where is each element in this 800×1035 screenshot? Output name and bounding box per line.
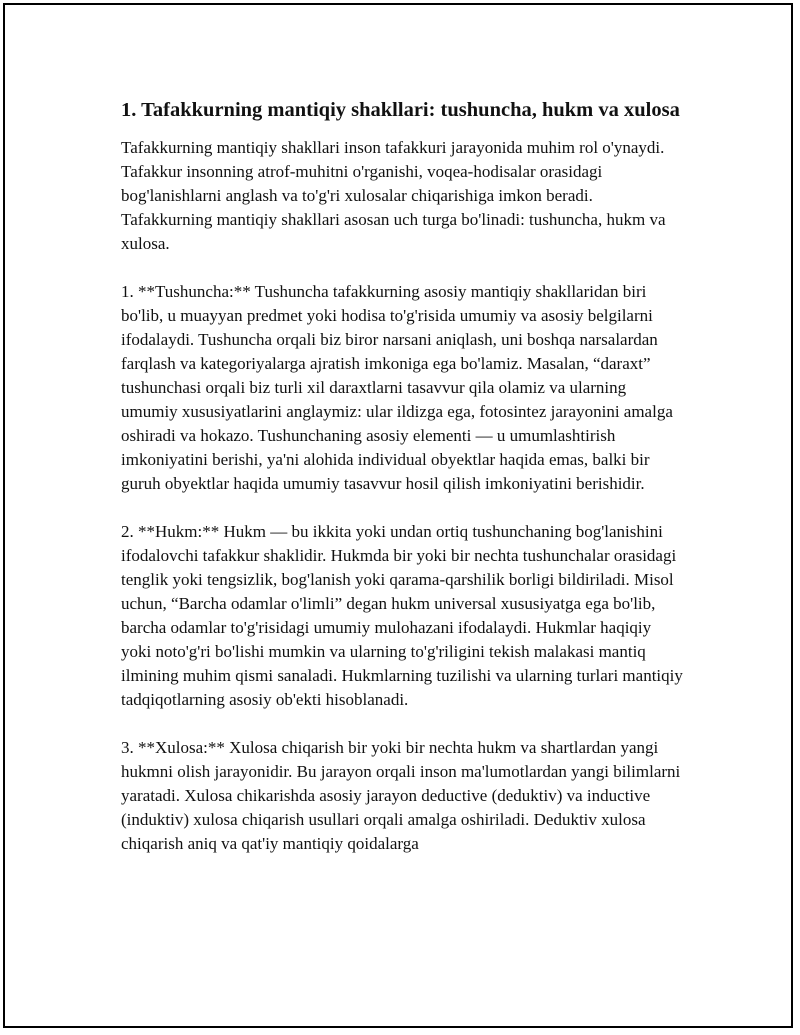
intro-paragraph: Tafakkurning mantiqiy shakllari inson tafakkuri jarayonida muhim rol o'ynaydi. Tafakkur insonning atrof-muhitni o'rganishi, voqea-hodisalar orasidagi bog'lanishlarni anglash va to'g'ri xulosalar chiqarishiga imkon beradi. Tafakkurning mantiqiy shakllari asosan uch turga bo'linadi: tushuncha, hukm va xulosa. <box>121 138 666 253</box>
document-page <box>3 3 793 1028</box>
tushuncha-paragraph: 1. **Tushuncha:** Tushuncha tafakkurning asosiy mantiqiy shakllaridan biri bo'lib, u muayyan predmet yoki hodisa to'g'risida umumiy va asosiy belgilarni ifodalaydi. Tushuncha orqali biz biror narsani aniqlash, uni boshqa narsalardan farqlash va kategoriyalarga ajratish imkoniga ega bo'lamiz. Masalan, “daraxt” tushunchasi orqali biz turli xil daraxtlarni tasavvur qila olamiz va ularning umumiy xususiyatlarini anglaymiz: ular ildizga ega, fotosintez jarayonini amalga oshiradi va hokazo. Tushunchaning asosiy elementi — u umumlashtirish imkoniyatini berishi, ya'ni alohida individual obyektlar haqida emas, balki bir guruh obyektlar haqida umumiy tasavvur hosil qilish imkoniyatini berishidir. <box>121 282 673 493</box>
xulosa-paragraph: 3. **Xulosa:** Xulosa chiqarish bir yoki bir nechta hukm va shartlardan yangi hukmni olish jarayonidir. Bu jarayon orqali inson ma'lumotlardan yangi bilimlarni yaratadi. Xulosa chikarishda asosiy jarayon deductive (deduktiv) va inductive (induktiv) xulosa chiqarish usullari orqali amalga oshiriladi. Deduktiv xulosa chiqarish aniq va qat'iy mantiqiy qoidalarga <box>121 738 681 853</box>
hukm-paragraph: 2. **Hukm:** Hukm — bu ikkita yoki undan ortiq tushunchaning bog'lanishini ifodalovchi tafakkur shaklidir. Hukmda bir yoki bir nechta tushunchalar orasidagi tenglik yoki tengsizlik, bog'lanish yoki qarama-qarshilik borligi bildiriladi. Misol uchun, “Barcha odamlar o'limli” degan hukm universal xususiyatga ega bo'lib, barcha odamlar to'g'risidagi umumiy mulohazani ifodalaydi. Hukmlar haqiqiy yoki noto'g'ri bo'lishi mumkin va ularning to'g'riligini tekish malakasi mantiq ilmining muhim qismi sanaladi. Hukmlarning tuzilishi va ularning turlari mantiqiy tadqiqotlarning asosiy ob'ekti hisoblanadi. <box>121 522 683 709</box>
document-content <box>121 97 685 880</box>
document-heading: 1. Tafakkurning mantiqiy shakllari: tushuncha, hukm va xulosa <box>121 99 680 121</box>
